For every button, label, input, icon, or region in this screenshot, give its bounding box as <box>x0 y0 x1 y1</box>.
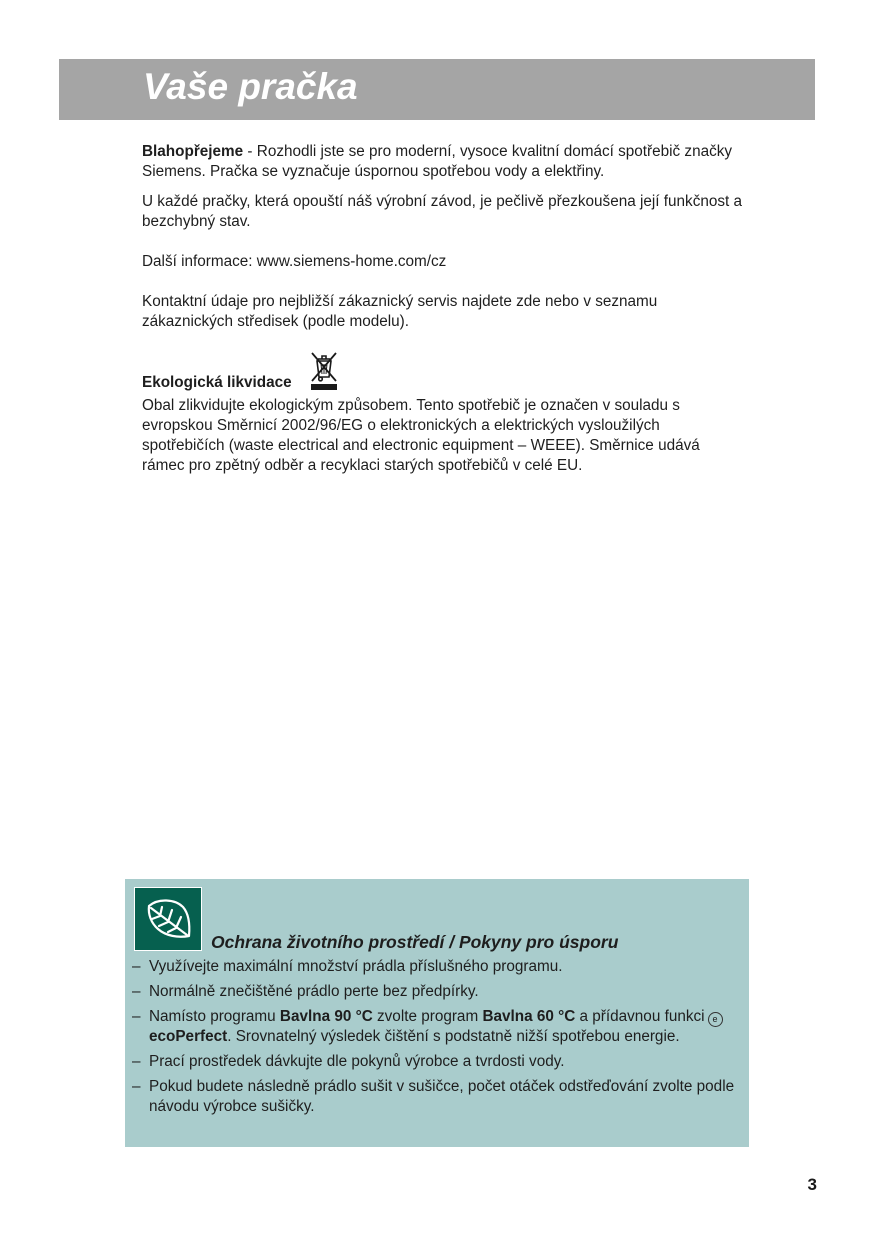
list-item <box>125 982 749 1002</box>
disposal-heading: Ekologická likvidace <box>142 374 292 391</box>
eco-perfect-bold: ecoPerfect <box>149 1028 228 1045</box>
tip-text-part: . Srovnatelný výsledek čištění s podstatně nižší spotřebou energie. <box>227 1028 680 1045</box>
tip-text-part: a přídavnou funkci <box>575 1008 705 1025</box>
congrats-text: - Rozhodli jste se pro moderní, vysoce kvalitní domácí spotřebič značky Siemens. Pračka se vyznačuje úspornou spotřebou vody a elektřiny. <box>142 143 733 180</box>
environment-tips-box <box>125 879 749 1147</box>
crossed-out-wheelie-bin-icon <box>309 350 339 392</box>
program-name-bold: Bavlna 60 °C <box>482 1008 576 1025</box>
bullet-dash: – <box>132 1078 141 1095</box>
intro-paragraph-service: Kontaktní údaje pro nejbližší zákaznický servis najdete zde nebo v seznamu zákaznických středisek (podle modelu). <box>142 293 658 330</box>
tip-text: Využívejte maximální množství prádla příslušného programu. <box>149 958 563 975</box>
disposal-text: Obal zlikvidujte ekologickým způsobem. Tento spotřebič je označen v souladu s evropskou Směrnicí 2002/96/EG o elektronických a elektrických vysloužilých spotřebičích (waste electrical and electronic equipment – WEEE). Směrnice udává rámec pro zpětný odběr a recyklaci starých spotřebičů v celé EU. <box>142 397 700 474</box>
tip-text: Prací prostředek dávkujte dle pokynů výrobce a tvrdosti vody. <box>149 1053 565 1070</box>
tip-text: Pokud budete následně prádlo sušit v sušičce, počet otáček odstřeďování zvolte podle návodu výrobce sušičky. <box>149 1078 735 1115</box>
bullet-dash: – <box>132 958 141 975</box>
list-item <box>125 1077 749 1117</box>
environment-tips-title: Ochrana životního prostředí / Pokyny pro úsporu <box>211 932 619 952</box>
eco-perfect-icon: e <box>708 1012 723 1027</box>
bullet-dash: – <box>132 1008 141 1025</box>
intro-paragraph-inspection: U každé pračky, která opouští náš výrobní závod, je pečlivě přezkoušena její funkčnost a bezchybný stav. <box>142 193 743 230</box>
list-item <box>125 1052 749 1072</box>
page-header-bar <box>59 59 815 120</box>
page-number: 3 <box>807 1175 817 1194</box>
program-name-bold: Bavlna 90 °C <box>279 1008 373 1025</box>
intro-paragraph-more-info: Další informace: www.siemens-home.com/cz <box>142 253 447 270</box>
disposal-heading-row <box>142 350 742 396</box>
congrats-bold: Blahopřejeme <box>142 143 244 160</box>
tip-text: Normálně znečištěné prádlo perte bez předpírky. <box>149 983 479 1000</box>
leaf-icon-tile <box>134 887 202 951</box>
list-item <box>125 957 749 977</box>
tip-text-part: Namísto programu <box>149 1008 280 1025</box>
tip-text-part: zvolte program <box>372 1008 483 1025</box>
intro-paragraph-congrats <box>142 142 742 182</box>
tip-text <box>149 1008 725 1045</box>
bullet-dash: – <box>132 1053 141 1070</box>
bullet-dash: – <box>132 983 141 1000</box>
page-title: Vaše pračka <box>143 66 358 107</box>
list-item <box>125 1007 749 1047</box>
leaf-icon <box>142 895 194 943</box>
environment-tips-list <box>125 957 749 1122</box>
